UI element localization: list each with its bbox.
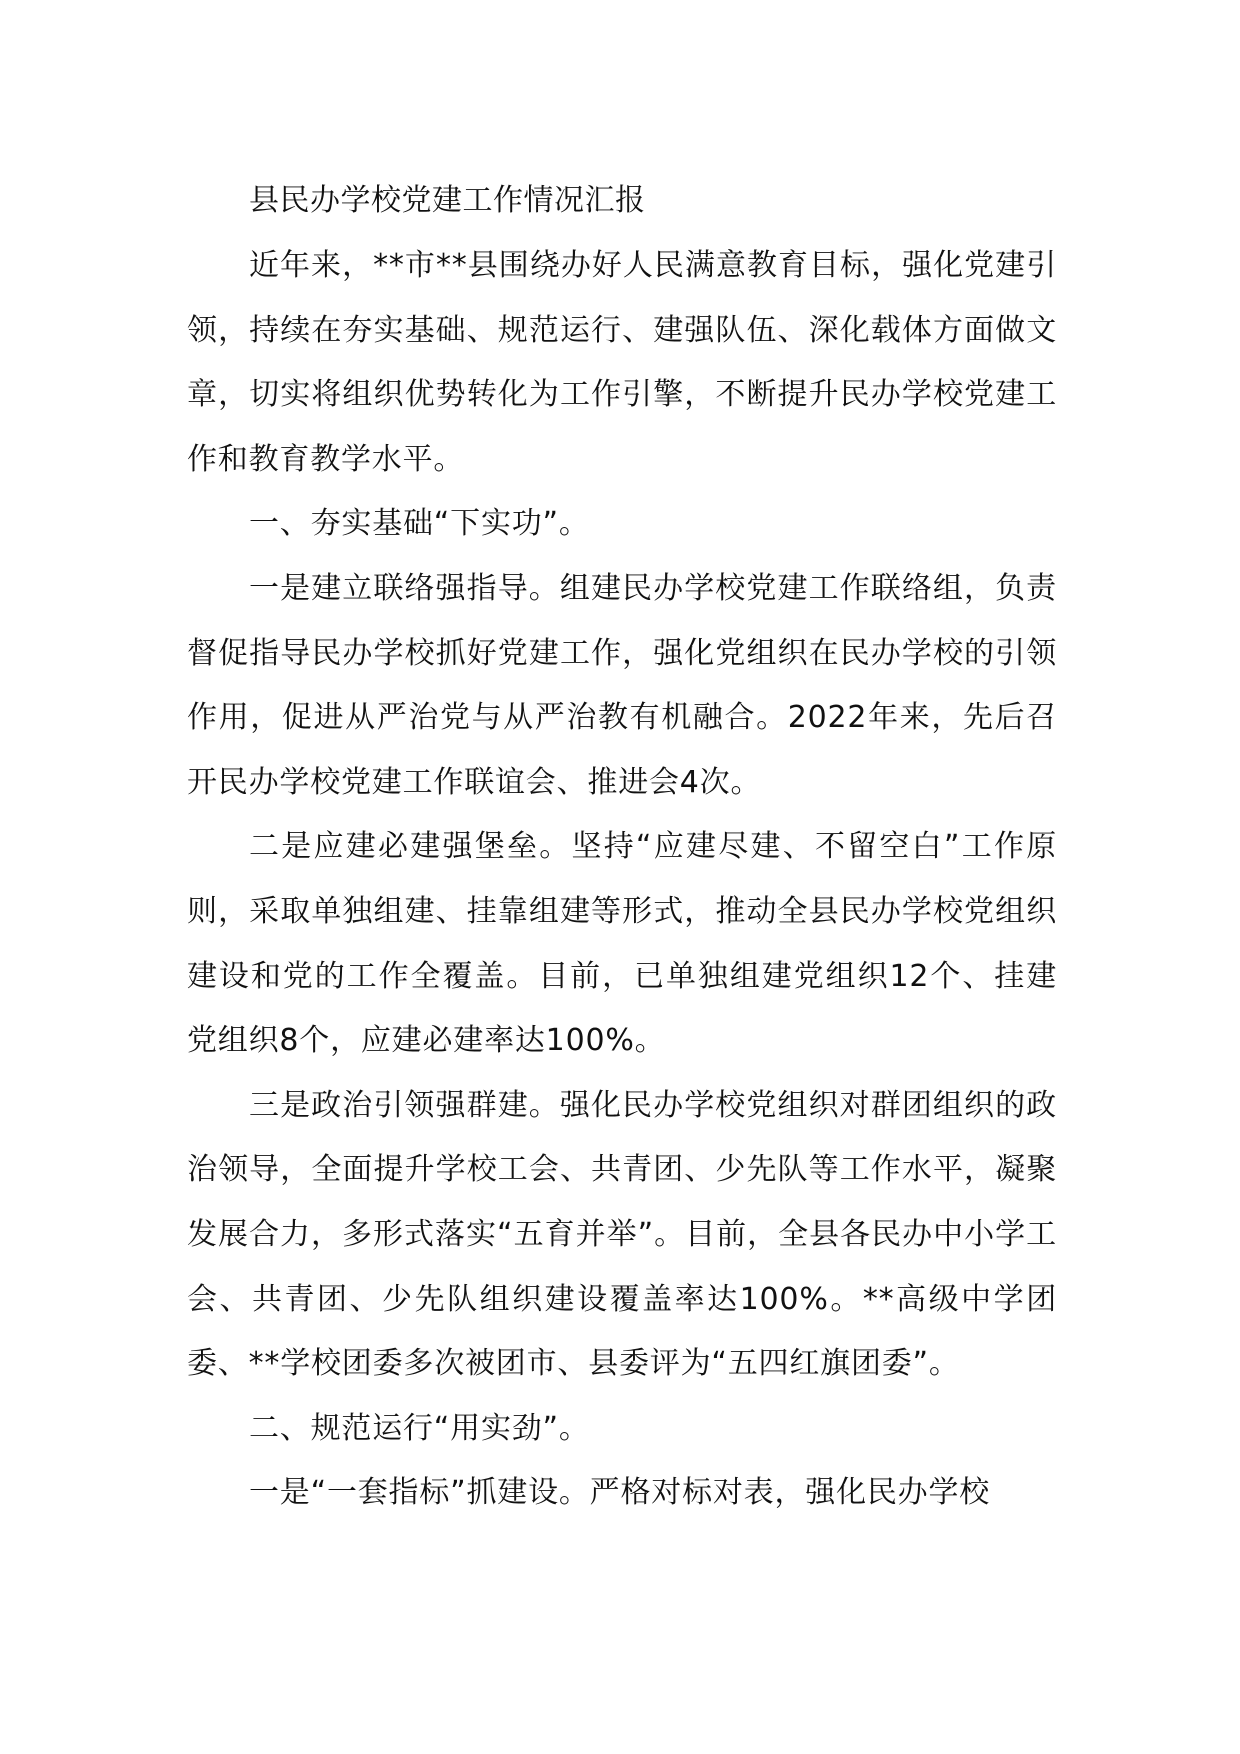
intro-paragraph: 近年来，**市**县围绕办好人民满意教育目标，强化党建引领，持续在夯实基础、规范运行、建强队伍、深化载体方面做文章，切实将组织优势转化为工作引擎，不断提升民办学校党建工作和教育教学水平。 [187,248,1057,477]
document-body [187,168,1057,1526]
section-2-heading: 二、规范运行“用实劲”。 [249,1410,590,1446]
section-1-paragraph-3: 三是政治引领强群建。强化民办学校党组织对群团组织的政治领导，全面提升学校工会、共青团、少先队等工作水平，凝聚发展合力，多形式落实“五育并举”。目前，全县各民办中小学工会、共青团、少先队组织建设覆盖率达100%。**高级中学团委、**学校团委多次被团市、县委评为“五四红旗团委”。 [187,1087,1057,1382]
section-1-heading: 一、夯实基础“下实功”。 [249,506,590,542]
document-title: 县民办学校党建工作情况汇报 [249,183,646,218]
section-2-paragraph-1: 一是“一套指标”抓建设。严格对标对表，强化民办学校 [249,1475,991,1511]
section-1-paragraph-1: 一是建立联络强指导。组建民办学校党建工作联络组，负责督促指导民办学校抓好党建工作，强化党组织在民办学校的引领作用，促进从严治党与从严治教有机融合。2022年来，先后召开民办学校党建工作联谊会、推进会4次。 [187,570,1057,800]
section-1-paragraph-2: 二是应建必建强堡垒。坚持“应建尽建、不留空白”工作原则，采取单独组建、挂靠组建等形式，推动全县民办学校党组织建设和党的工作全覆盖。目前，已单独组建党组织12个、挂建党组织8个，应建必建率达100%。 [187,829,1057,1059]
